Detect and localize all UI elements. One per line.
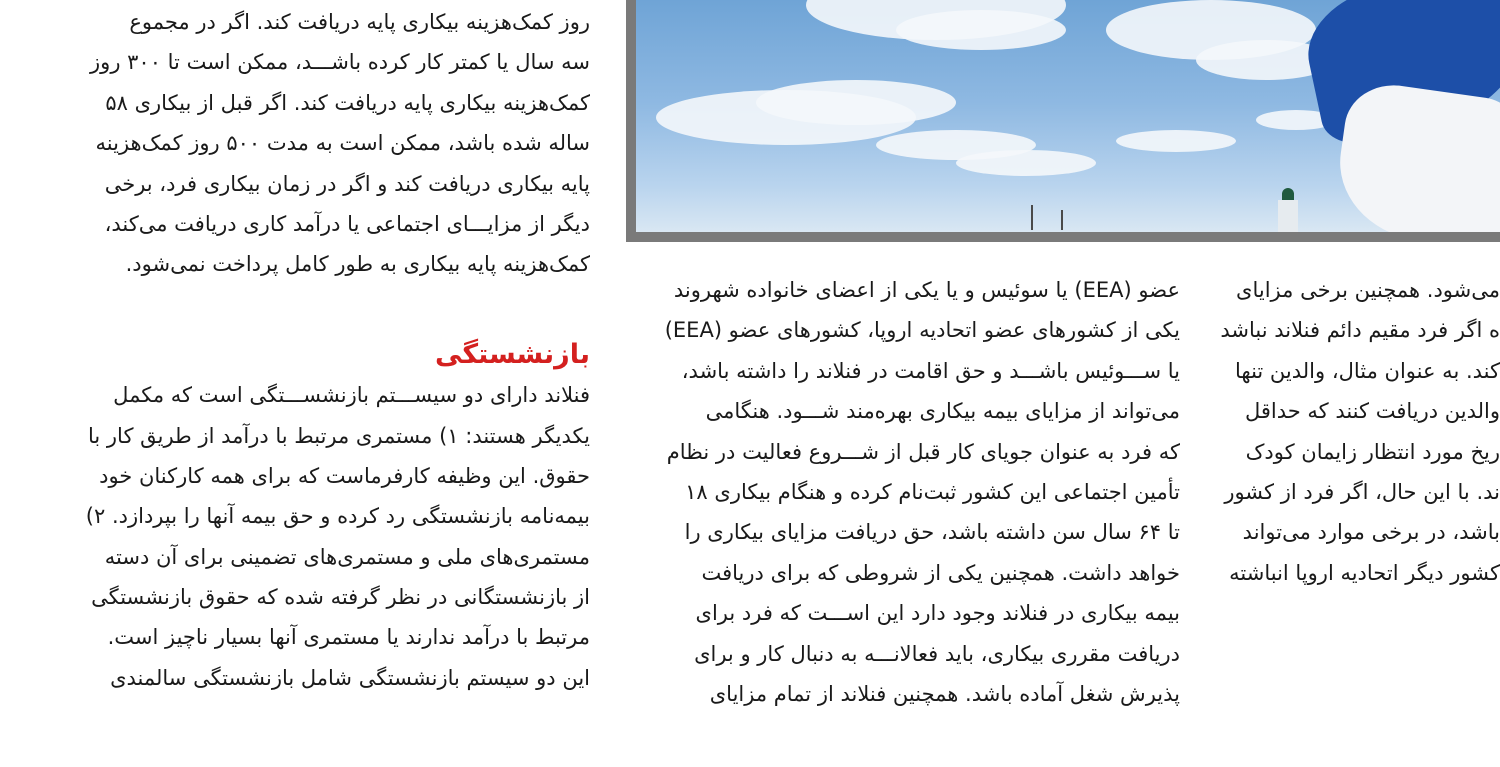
text-line: خواهد داشت. همچنین یکی از شروطی که برای دریافت xyxy=(701,560,1180,585)
text-line: یکدیگر هستند: ۱) مستمری مرتبط با درآمد از طریق کار با xyxy=(87,423,590,448)
left-column xyxy=(40,2,590,698)
text-line: می‌شود. همچنین برخی مزایای xyxy=(1236,278,1500,302)
text-line: کمک‌هزینه بیکاری پایه دریافت کند. اگر قبل از بیکاری ۵۸ xyxy=(105,90,590,115)
text-line: دریافت مقرری بیکاری، باید فعالانـــه به دنبال کار و برای xyxy=(694,641,1180,666)
text-line: بیمه‌نامه بازنشستگی رد کرده و حق بیمه آنها را بپردازد. ۲) xyxy=(85,504,590,529)
text-line: مستمری‌های ملی و مستمری‌های تضمینی برای آن دسته xyxy=(104,544,590,569)
text-line: ریخ مورد انتظار زایمان کودک xyxy=(1245,439,1500,464)
text-line: والدین دریافت کنند که حداقل xyxy=(1244,399,1500,424)
text-line: پذیرش شغل آماده باشد. همچنین فنلاند از تمام مزایای xyxy=(709,681,1180,706)
text-line: فنلاند دارای دو سیســـتم بازنشســـتگی است که مکمل xyxy=(113,383,590,408)
article-photo xyxy=(626,0,1500,242)
right-column xyxy=(1210,270,1500,593)
text-line: که فرد به عنوان جویای کار قبل از شـــروع فعالیت در نظام xyxy=(666,439,1180,464)
section-heading: بازنشستگی xyxy=(435,338,590,370)
text-line: تا ۶۴ سال سن داشته باشد، حق دریافت مزایای بیکاری را xyxy=(684,520,1180,545)
text-line: تأمین اجتماعی این کشور ثبت‌نام کرده و هنگام بیکاری ۱۸ xyxy=(685,479,1180,504)
text-line: یا ســـوئیس باشـــد و حق اقامت در فنلاند را داشته باشد، xyxy=(681,358,1180,383)
text-line: کند. به عنوان مثال، والدین تنها xyxy=(1235,358,1500,383)
text-line: بیمه بیکاری در فنلاند وجود دارد این اســـت که فرد برای xyxy=(695,601,1180,626)
text-line: یکی از کشورهای عضو اتحادیه اروپا، کشورهای عضو (EEA) xyxy=(664,318,1180,343)
text-line: ساله شده باشد، ممکن است به مدت ۵۰۰ روز کمک‌هزینه xyxy=(95,131,590,156)
text-line: کشور دیگر اتحادیه اروپا انباشته xyxy=(1229,560,1500,585)
text-line: عضو (EEA) یا سوئیس و یا یکی از اعضای خانواده شهروند xyxy=(673,278,1180,302)
text-line: سه سال یا کمتر کار کرده باشـــد، ممکن است تا ۳۰۰ روز xyxy=(90,50,590,75)
text-line: می‌تواند از مزایای بیمه بیکاری بهره‌مند شـــود. هنگامی xyxy=(705,399,1180,424)
text-line: باشد، در برخی موارد می‌تواند xyxy=(1242,520,1500,545)
text-line: ند. با این حال، اگر فرد از کشور xyxy=(1224,479,1500,504)
text-line: ه اگر فرد مقیم دائم فنلاند نباشد xyxy=(1220,318,1500,343)
text-line: روز کمک‌هزینه بیکاری پایه دریافت کند. اگر در مجموع xyxy=(129,10,590,34)
text-line: این دو سیستم بازنشستگی شامل بازنشستگی سالمندی xyxy=(110,665,590,690)
text-line: حقوق. این وظیفه کارفرماست که برای همه کارکنان خود xyxy=(99,463,590,488)
text-line: از بازنشستگانی در نظر گرفته شده که حقوق بازنشستگی xyxy=(91,585,590,610)
cathedral-icon xyxy=(1276,188,1300,232)
sky-image xyxy=(636,0,1500,232)
text-line: کمک‌هزینه پایه بیکاری به طور کامل پرداخت نمی‌شود. xyxy=(125,252,590,277)
middle-column xyxy=(628,270,1180,714)
text-line: دیگر از مزایـــای اجتماعی یا درآمد کاری دریافت می‌کند، xyxy=(104,211,590,236)
text-line: پایه بیکاری دریافت کند و اگر در زمان بیکاری فرد، برخی xyxy=(104,171,590,196)
text-line: مرتبط با درآمد ندارند یا مستمری آنها بسیار ناچیز است. xyxy=(107,625,590,650)
